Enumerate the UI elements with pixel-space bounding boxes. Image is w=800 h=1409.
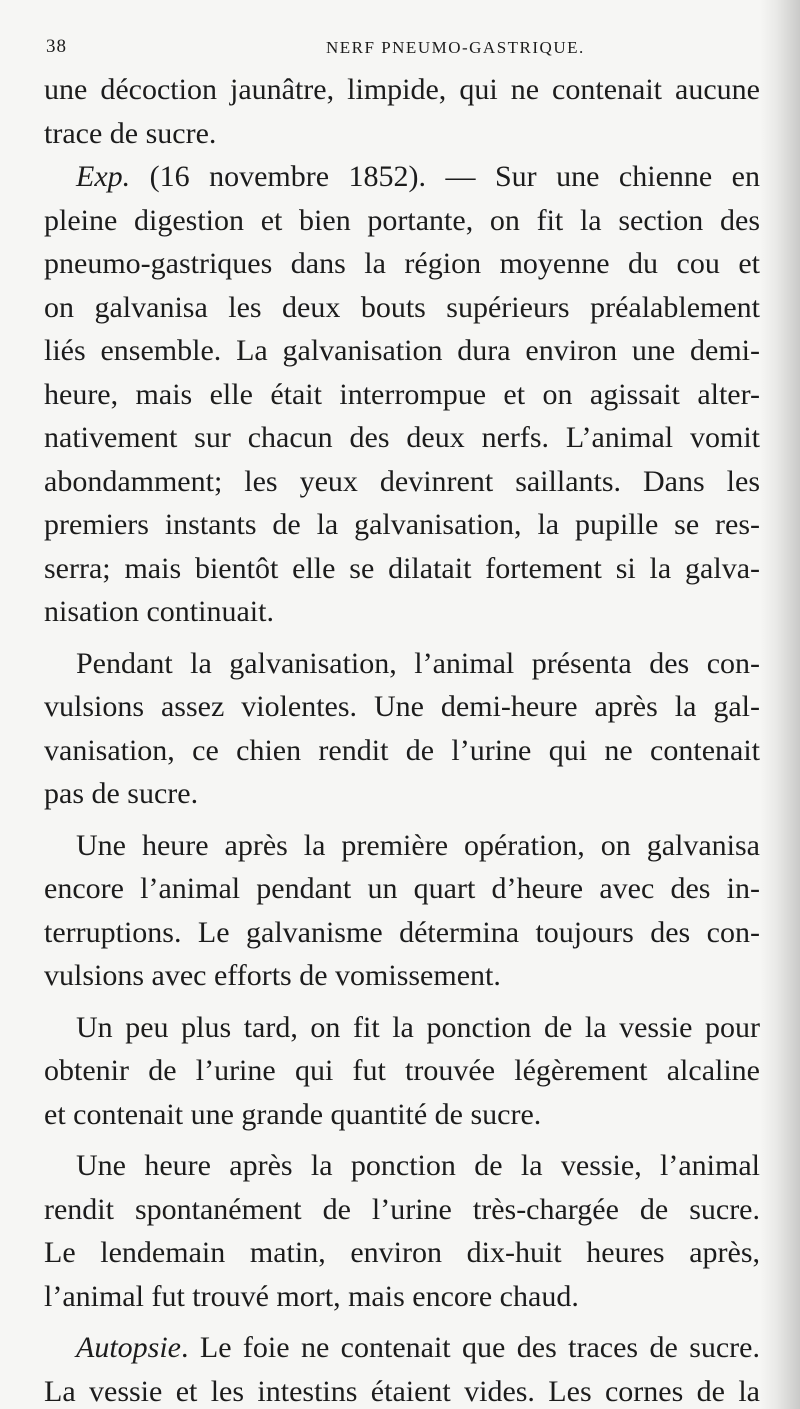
text-line: rendit spontanément de l’urine très-chargée de sucre. bbox=[44, 1192, 760, 1226]
text-line bbox=[44, 155, 760, 199]
italic-lead: Autopsie bbox=[76, 1331, 181, 1364]
text-line: l’animal fut trouvé mort, mais encore chaud. bbox=[44, 1279, 579, 1313]
text-line bbox=[44, 1326, 760, 1370]
page-body bbox=[44, 68, 760, 1409]
paragraph-gap bbox=[44, 1136, 760, 1144]
text-line: obtenir de l’urine qui fut trouvée légèrement alcaline bbox=[44, 1054, 760, 1087]
text-line: Un peu plus tard, on fit la ponction de la vessie pour bbox=[76, 1010, 760, 1044]
paragraph-gap bbox=[44, 634, 760, 642]
text-line: vulsions avec efforts de vomissement. bbox=[44, 959, 501, 992]
text-segment: (16 novembre 1852). — Sur une chienne en bbox=[149, 160, 760, 193]
text-line: encore l’animal pendant un quart d’heure avec des in- bbox=[44, 872, 760, 905]
text-line: nisation continuait. bbox=[44, 595, 274, 628]
page-edge-shadow bbox=[760, 0, 800, 1409]
paragraph-gap bbox=[44, 1318, 760, 1326]
text-line: Pendant la galvanisation, l’animal présenta des con- bbox=[76, 646, 760, 680]
text-line: une décoction jaunâtre, limpide, qui ne contenait aucune bbox=[44, 73, 760, 106]
text-line: abondamment; les yeux devinrent saillants. Dans les bbox=[44, 464, 760, 498]
text-line: vulsions assez violentes. Une demi-heure après la gal- bbox=[44, 690, 760, 723]
text-line: et contenait une grande quantité de sucre. bbox=[44, 1097, 542, 1131]
italic-lead: Exp. bbox=[76, 160, 131, 193]
text-line: premiers instants de la galvanisation, la pupille se res- bbox=[44, 508, 760, 541]
text-line: Une heure après la première opération, on galvanisa bbox=[76, 828, 760, 862]
text-line: trace de sucre. bbox=[44, 116, 217, 150]
page-header bbox=[44, 36, 764, 66]
paragraph-gap bbox=[44, 998, 760, 1006]
text-line: vanisation, ce chien rendit de l’urine qui ne contenait bbox=[44, 733, 760, 767]
text-segment: . Le foie ne contenait que des traces de sucre. bbox=[181, 1331, 760, 1364]
text-line: Le lendemain matin, environ dix-huit heures après, bbox=[44, 1236, 760, 1269]
text-line: pneumo-gastriques dans la région moyenne du cou et bbox=[44, 247, 760, 280]
text-line: pas de sucre. bbox=[44, 777, 199, 810]
text-line: nativement sur chacun des deux nerfs. L’animal vomit bbox=[44, 421, 760, 454]
paragraph-gap bbox=[44, 816, 760, 824]
text-line: on galvanisa les deux bouts supérieurs préalablement bbox=[44, 290, 760, 324]
text-line: serra; mais bientôt elle se dilatait fortement si la galva- bbox=[44, 551, 760, 585]
text-line: heure, mais elle était interrompue et on agissait alter- bbox=[44, 377, 760, 411]
text-line: Une heure après la ponction de la vessie, l’animal bbox=[76, 1149, 760, 1182]
text-line: terruptions. Le galvanisme détermina toujours des con- bbox=[44, 915, 760, 949]
text-line: pleine digestion et bien portante, on fit la section des bbox=[44, 203, 760, 237]
page-number: 38 bbox=[46, 36, 67, 57]
running-head: NERF PNEUMO-GASTRIQUE. bbox=[326, 38, 585, 57]
text-line: liés ensemble. La galvanisation dura environ une demi- bbox=[44, 334, 760, 367]
text-line: La vessie et les intestins étaient vides. Les cornes de la bbox=[44, 1374, 760, 1408]
